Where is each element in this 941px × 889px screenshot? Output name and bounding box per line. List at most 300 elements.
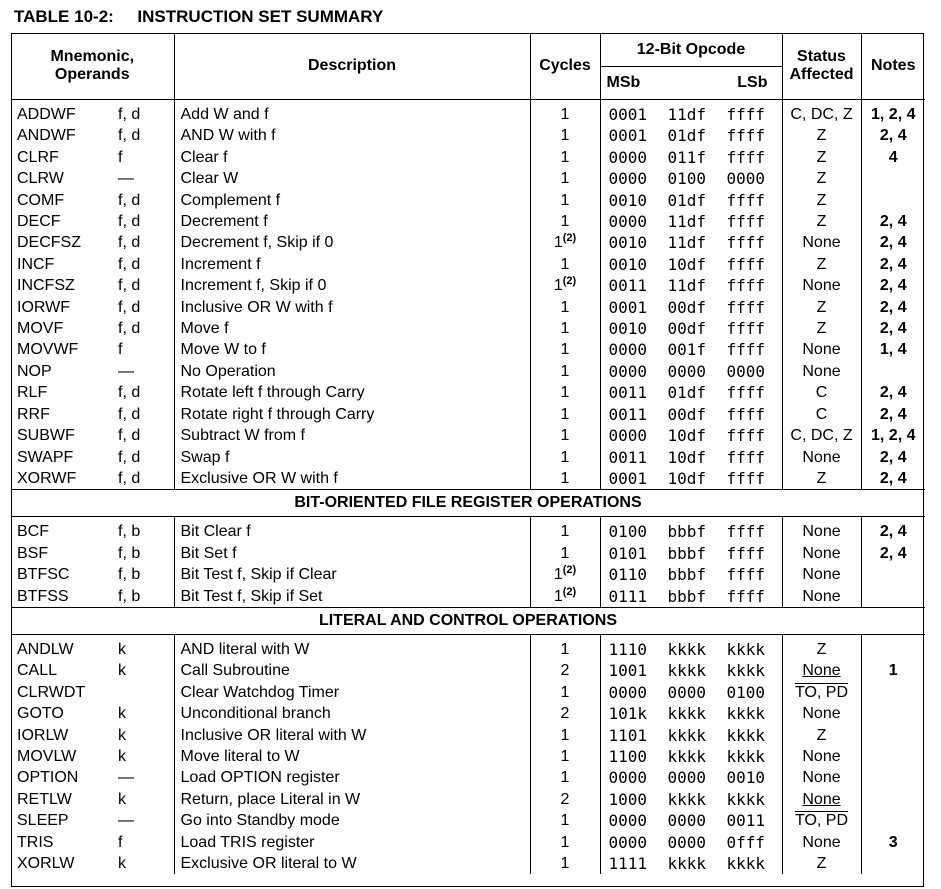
- status-cell: [782, 832, 861, 853]
- cycles-value: 1: [560, 255, 570, 273]
- opcode-group: 0010: [726, 768, 766, 788]
- table-row: [11, 297, 925, 318]
- operands-cell: k: [118, 726, 126, 744]
- status-cell: [782, 746, 861, 767]
- status-value: Z: [816, 640, 827, 658]
- description-cell: Inclusive OR literal with W: [174, 725, 530, 746]
- status-value: None: [802, 234, 841, 252]
- description-cell: Bit Test f, Skip if Clear: [174, 564, 530, 585]
- operands-cell: f: [118, 833, 123, 851]
- opcode-group: ffff: [726, 404, 766, 424]
- opcode-cell: [600, 767, 782, 788]
- description-cell: Rotate left f through Carry: [174, 382, 530, 403]
- opcode-cell: [600, 832, 782, 853]
- cycles-cell: [530, 254, 600, 275]
- opcode-group: 0011: [608, 447, 648, 467]
- opcode-group: 0001: [608, 468, 648, 488]
- status-value: None: [802, 362, 841, 380]
- opcode-group: kkkk: [726, 854, 766, 873]
- status-value: None: [802, 769, 841, 787]
- cycles-value: 1: [560, 191, 570, 209]
- section-title: BIT-ORIENTED FILE REGISTER OPERATIONS: [11, 490, 925, 517]
- status-value: None: [802, 705, 841, 723]
- header-status-line1: Status: [797, 48, 846, 65]
- cycles-value: 1: [560, 469, 570, 487]
- opcode-cell: [600, 789, 782, 810]
- opcode-cell: [600, 254, 782, 275]
- operands-cell: f, d: [118, 384, 141, 402]
- opcode-group: 01df: [667, 126, 707, 146]
- opcode-group: kkkk: [667, 661, 707, 681]
- opcode-cell: [600, 660, 782, 681]
- mnemonic-cell: NOP: [17, 362, 52, 380]
- operands-cell: k: [118, 705, 126, 723]
- mnemonic-cell: INCFSZ: [17, 277, 75, 295]
- status-value: None: [802, 662, 841, 680]
- table-title: TABLE 10-2: INSTRUCTION SET SUMMARY: [14, 7, 384, 26]
- status-value: Z: [816, 170, 827, 188]
- table-row: [11, 404, 925, 425]
- opcode-group: kkkk: [667, 704, 707, 724]
- opcode-group: 0000: [667, 832, 707, 852]
- operands-cell: f: [118, 341, 123, 359]
- cycles-cell: [530, 232, 600, 253]
- opcode-group: kkkk: [726, 661, 766, 681]
- cycles-value: 1: [560, 544, 570, 562]
- description-cell: Decrement f, Skip if 0: [174, 232, 530, 253]
- status-value: None: [802, 587, 841, 605]
- status-value: Z: [816, 127, 827, 145]
- opcode-group: 11df: [667, 212, 707, 232]
- cycles-value: 1: [560, 148, 570, 166]
- opcode-group: ffff: [726, 522, 766, 542]
- status-cell: [782, 275, 861, 296]
- opcode-cell: [600, 190, 782, 211]
- description-cell: Add W and f: [174, 100, 530, 126]
- operands-cell: f, b: [118, 544, 141, 562]
- mnemonic-cell: IORWF: [17, 298, 71, 316]
- cycles-value: 1: [560, 298, 570, 316]
- status-cell: [782, 339, 861, 360]
- opcode-group: 0000: [667, 768, 707, 788]
- notes-cell: [861, 586, 925, 608]
- description-cell: Bit Set f: [174, 543, 530, 564]
- opcode-group: 01df: [667, 383, 707, 403]
- cycles-value: 1: [560, 855, 570, 872]
- status-cell: [782, 100, 861, 126]
- opcode-group: 0100: [667, 169, 707, 189]
- cycles-value: 1: [553, 234, 563, 252]
- opcode-group: 0000: [608, 832, 648, 852]
- cycles-cell: [530, 275, 600, 296]
- cycles-value: 2: [560, 705, 570, 723]
- cycles-cell: [530, 339, 600, 360]
- cycles-value: 1: [560, 747, 570, 765]
- opcode-group: 10df: [667, 447, 707, 467]
- cycles-cell: [530, 543, 600, 564]
- opcode-cell: [600, 810, 782, 831]
- notes-cell: 2, 4: [861, 447, 925, 468]
- status-cell: [782, 254, 861, 275]
- cycles-cell: [530, 634, 600, 660]
- cycles-cell: [530, 382, 600, 403]
- opcode-group: 00df: [667, 404, 707, 424]
- operands-cell: —: [118, 170, 134, 188]
- opcode-cell: [600, 425, 782, 446]
- opcode-group: ffff: [726, 126, 766, 146]
- status-value: TO, PD: [794, 812, 849, 830]
- mnemonic-cell: MOVWF: [17, 341, 79, 359]
- opcode-group: 10df: [667, 426, 707, 446]
- cycles-cell: [530, 564, 600, 585]
- notes-cell: 1, 2, 4: [861, 425, 925, 446]
- opcode-group: 11df: [667, 105, 707, 124]
- cycles-value: 1: [560, 362, 570, 380]
- opcode-group: 0000: [667, 682, 707, 702]
- description-cell: Exclusive OR literal to W: [174, 853, 530, 874]
- description-cell: Exclusive OR W with f: [174, 468, 530, 490]
- operands-cell: [116, 682, 174, 703]
- status-value: None: [802, 277, 841, 295]
- notes-cell: [861, 168, 925, 189]
- opcode-group: ffff: [726, 468, 766, 488]
- status-cell: [782, 660, 861, 681]
- description-cell: Call Subroutine: [174, 660, 530, 681]
- opcode-cell: [600, 703, 782, 724]
- cycles-cell: [530, 361, 600, 382]
- opcode-group: ffff: [726, 447, 766, 467]
- opcode-group: 1001: [608, 661, 648, 681]
- description-cell: AND literal with W: [174, 634, 530, 660]
- operands-cell: f, d: [118, 255, 141, 273]
- opcode-cell: [600, 318, 782, 339]
- description-cell: No Operation: [174, 361, 530, 382]
- status-cell: [782, 125, 861, 146]
- status-cell: [782, 725, 861, 746]
- table-row: [11, 361, 925, 382]
- mnemonic-cell: SLEEP: [17, 812, 69, 830]
- opcode-group: ffff: [726, 340, 766, 360]
- notes-cell: 1, 2, 4: [861, 100, 925, 126]
- table-row: [11, 564, 925, 585]
- table-row: [11, 232, 925, 253]
- opcode-group: 0000: [608, 426, 648, 446]
- cycles-cell: [530, 147, 600, 168]
- description-cell: Unconditional branch: [174, 703, 530, 724]
- mnemonic-cell: CLRW: [17, 170, 64, 188]
- opcode-group: kkkk: [667, 789, 707, 809]
- status-cell: [782, 703, 861, 724]
- description-cell: Swap f: [174, 447, 530, 468]
- mnemonic-cell: SUBWF: [17, 427, 75, 445]
- opcode-group: kkkk: [667, 725, 707, 745]
- status-cell: [782, 767, 861, 788]
- notes-cell: [861, 767, 925, 788]
- section-header: [11, 490, 925, 517]
- mnemonic-cell: ANDWF: [17, 127, 76, 145]
- status-value: None: [802, 544, 841, 562]
- cycles-cell: [530, 725, 600, 746]
- mnemonic-cell: GOTO: [17, 705, 64, 723]
- table-row: [11, 586, 925, 608]
- opcode-group: bbbf: [667, 522, 707, 542]
- table-row: [11, 447, 925, 468]
- description-cell: Rotate right f through Carry: [174, 404, 530, 425]
- opcode-cell: [600, 447, 782, 468]
- opcode-group: ffff: [726, 565, 766, 585]
- opcode-group: 0001: [608, 126, 648, 146]
- cycles-cell: [530, 404, 600, 425]
- opcode-group: kkkk: [726, 704, 766, 724]
- notes-cell: [861, 725, 925, 746]
- opcode-group: 00df: [667, 297, 707, 317]
- opcode-group: 0010: [608, 190, 648, 210]
- notes-cell: 3: [861, 832, 925, 853]
- opcode-cell: [600, 168, 782, 189]
- opcode-group: ffff: [726, 297, 766, 317]
- cycles-value: 1: [553, 566, 563, 584]
- opcode-cell: [600, 468, 782, 490]
- cycles-value: 1: [553, 587, 563, 605]
- description-cell: Clear f: [174, 147, 530, 168]
- opcode-group: 10df: [667, 254, 707, 274]
- table-body: [11, 33, 925, 874]
- mnemonic-cell: ADDWF: [17, 106, 76, 123]
- operands-cell: —: [118, 362, 134, 380]
- cycles-footnote: (2): [562, 564, 577, 577]
- opcode-cell: [600, 100, 782, 126]
- table-row: [11, 682, 925, 703]
- status-cell: [782, 517, 861, 543]
- table-row: [11, 634, 925, 660]
- operands-cell: —: [118, 769, 134, 787]
- cycles-cell: [530, 832, 600, 853]
- description-cell: Return, place Literal in W: [174, 789, 530, 810]
- operands-cell: k: [118, 640, 126, 658]
- mnemonic-cell: XORWF: [17, 469, 77, 487]
- notes-cell: 2, 4: [861, 517, 925, 543]
- cycles-value: 1: [560, 106, 570, 123]
- opcode-group: 0000: [608, 768, 648, 788]
- opcode-group: 0101: [608, 543, 648, 563]
- notes-cell: 1, 4: [861, 339, 925, 360]
- table-row: [11, 339, 925, 360]
- table-row: [11, 853, 925, 874]
- cycles-value: 1: [560, 213, 570, 231]
- description-cell: Inclusive OR W with f: [174, 297, 530, 318]
- opcode-group: 1111: [608, 854, 648, 873]
- operands-cell: f, d: [118, 191, 141, 209]
- operands-cell: k: [118, 855, 126, 872]
- notes-cell: 2, 4: [861, 382, 925, 403]
- opcode-cell: [600, 725, 782, 746]
- cycles-cell: [530, 211, 600, 232]
- mnemonic-cell: BTFSS: [17, 587, 69, 605]
- notes-cell: [861, 682, 925, 703]
- notes-cell: [861, 810, 925, 831]
- header-msb-lsb: [600, 67, 782, 100]
- status-cell: [782, 853, 861, 874]
- opcode-group: ffff: [726, 212, 766, 232]
- status-value: C: [815, 405, 828, 423]
- opcode-group: 0fff: [726, 832, 766, 852]
- description-cell: Clear W: [174, 168, 530, 189]
- opcode-group: 101k: [608, 704, 648, 724]
- notes-cell: [861, 789, 925, 810]
- opcode-group: ffff: [726, 543, 766, 563]
- cycles-footnote: (2): [562, 275, 577, 288]
- opcode-group: bbbf: [667, 586, 707, 606]
- header-msb: MSb: [606, 74, 641, 91]
- cycles-cell: [530, 853, 600, 874]
- cycles-cell: [530, 425, 600, 446]
- cycles-cell: [530, 168, 600, 189]
- opcode-group: 011f: [667, 147, 707, 167]
- opcode-group: ffff: [726, 383, 766, 403]
- notes-cell: 2, 4: [861, 211, 925, 232]
- status-value: Z: [816, 469, 827, 487]
- opcode-cell: [600, 339, 782, 360]
- status-cell: [782, 634, 861, 660]
- cycles-footnote: (2): [562, 585, 577, 598]
- opcode-cell: [600, 564, 782, 585]
- notes-cell: 2, 4: [861, 125, 925, 146]
- header-row: [11, 33, 925, 67]
- opcode-cell: [600, 746, 782, 767]
- opcode-cell: [600, 232, 782, 253]
- opcode-group: 0000: [608, 169, 648, 189]
- cycles-value: 1: [560, 427, 570, 445]
- status-cell: [782, 382, 861, 403]
- status-cell: [782, 564, 861, 585]
- table-row: [11, 125, 925, 146]
- cycles-cell: [530, 789, 600, 810]
- status-cell: [782, 468, 861, 490]
- header-cycles: Cycles: [530, 33, 600, 100]
- status-cell: [782, 789, 861, 810]
- status-cell: [782, 447, 861, 468]
- status-value: None: [802, 790, 841, 808]
- description-cell: Bit Test f, Skip if Set: [174, 586, 530, 608]
- header-opcode: 12-Bit Opcode: [600, 33, 782, 67]
- cycles-cell: [530, 703, 600, 724]
- opcode-group: 0000: [726, 361, 766, 381]
- opcode-group: 10df: [667, 468, 707, 488]
- cycles-value: 2: [560, 790, 570, 808]
- mnemonic-cell: RRF: [17, 405, 50, 423]
- notes-cell: [861, 853, 925, 874]
- operands-cell: f, d: [118, 106, 141, 123]
- cycles-value: 1: [560, 523, 570, 541]
- mnemonic-cell: MOVLW: [17, 747, 77, 765]
- status-value: Z: [816, 320, 827, 338]
- table-row: [11, 660, 925, 681]
- mnemonic-cell: RETLW: [17, 790, 72, 808]
- opcode-group: 0000: [608, 361, 648, 381]
- operands-cell: f, d: [118, 405, 141, 423]
- description-cell: Increment f: [174, 254, 530, 275]
- cycles-cell: [530, 190, 600, 211]
- mnemonic-cell: RLF: [17, 384, 48, 402]
- opcode-group: 0011: [608, 404, 648, 424]
- header-description: Description: [174, 33, 530, 100]
- table-row: [11, 789, 925, 810]
- mnemonic-cell: IORLW: [17, 726, 69, 744]
- cycles-value: 1: [560, 726, 570, 744]
- header-mnemonic-line2: Operands: [54, 66, 130, 83]
- status-value: C, DC, Z: [790, 427, 853, 445]
- opcode-group: 0000: [608, 811, 648, 831]
- cycles-cell: [530, 318, 600, 339]
- status-value: None: [802, 523, 841, 541]
- description-cell: Move literal to W: [174, 746, 530, 767]
- status-cell: [782, 404, 861, 425]
- operands-cell: f: [118, 148, 123, 166]
- opcode-group: bbbf: [667, 543, 707, 563]
- header-mnemonic-line1: Mnemonic,: [50, 48, 135, 65]
- opcode-cell: [600, 634, 782, 660]
- opcode-group: 11df: [667, 233, 707, 253]
- mnemonic-cell: TRIS: [17, 833, 54, 851]
- header-status-line2: Affected: [789, 66, 854, 83]
- description-cell: Move W to f: [174, 339, 530, 360]
- operands-cell: f, d: [118, 213, 141, 231]
- status-value: None: [802, 566, 841, 584]
- status-cell: [782, 232, 861, 253]
- status-cell: [782, 543, 861, 564]
- cycles-cell: [530, 447, 600, 468]
- cycles-value: 1: [553, 277, 563, 295]
- description-cell: Decrement f: [174, 211, 530, 232]
- cycles-cell: [530, 767, 600, 788]
- opcode-cell: [600, 125, 782, 146]
- operands-cell: k: [118, 747, 126, 765]
- table-row: [11, 275, 925, 296]
- opcode-group: ffff: [726, 233, 766, 253]
- status-value: None: [802, 341, 841, 359]
- opcode-group: 0010: [608, 233, 648, 253]
- operands-cell: f, b: [118, 587, 141, 605]
- status-value: C, DC, Z: [790, 106, 853, 123]
- mnemonic-cell: XORLW: [17, 855, 75, 872]
- opcode-group: 0000: [608, 147, 648, 167]
- cycles-cell: [530, 125, 600, 146]
- notes-cell: [861, 564, 925, 585]
- opcode-group: 0000: [608, 340, 648, 360]
- notes-cell: [861, 361, 925, 382]
- section-title: LITERAL AND CONTROL OPERATIONS: [11, 607, 925, 634]
- table-row: [11, 725, 925, 746]
- opcode-group: kkkk: [726, 789, 766, 809]
- description-cell: Subtract W from f: [174, 425, 530, 446]
- table-row: [11, 168, 925, 189]
- status-cell: [782, 361, 861, 382]
- cycles-value: 1: [560, 640, 570, 658]
- status-value: Z: [816, 855, 827, 872]
- notes-cell: 2, 4: [861, 297, 925, 318]
- status-cell: [782, 682, 861, 703]
- table-row: [11, 318, 925, 339]
- cycles-cell: [530, 297, 600, 318]
- status-cell: [782, 297, 861, 318]
- opcode-group: 0010: [608, 254, 648, 274]
- mnemonic-cell: CLRWDT: [17, 683, 86, 701]
- opcode-group: 0001: [608, 105, 648, 124]
- opcode-cell: [600, 297, 782, 318]
- notes-cell: 1: [861, 660, 925, 681]
- mnemonic-cell: DECFSZ: [17, 234, 81, 252]
- status-value: None: [802, 747, 841, 765]
